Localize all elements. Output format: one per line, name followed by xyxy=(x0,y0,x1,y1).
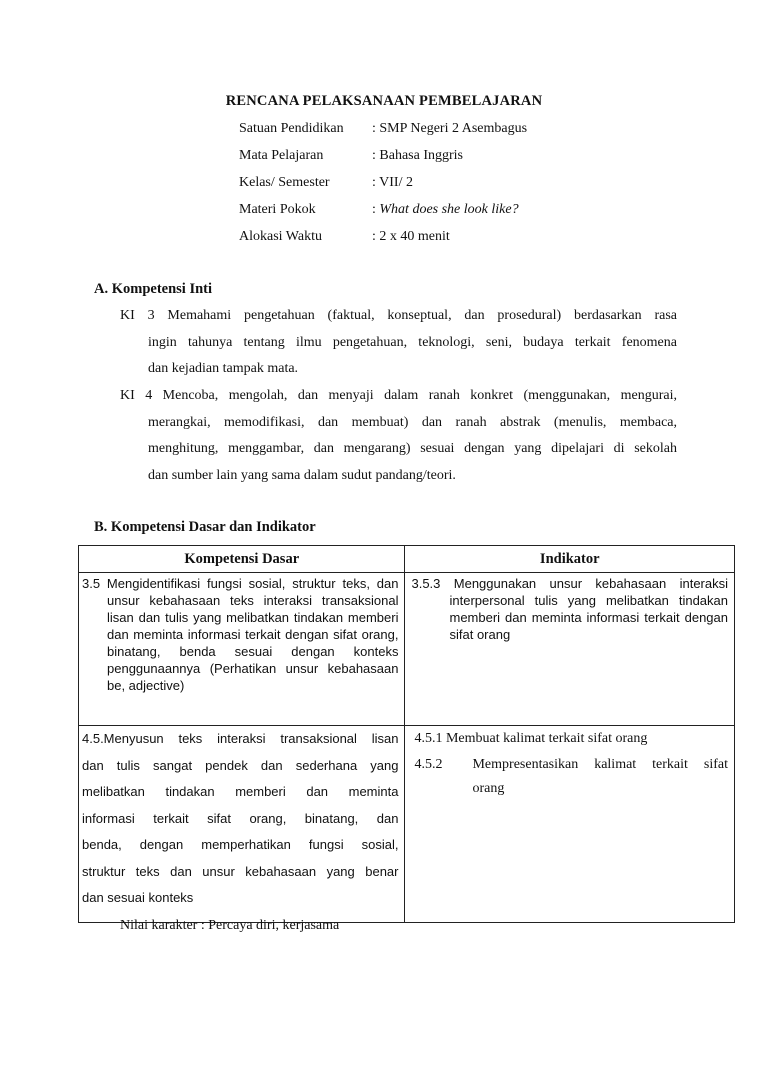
ki-4-line: menghitung, menggambar, dan mengarang) sesuai dengan yang dipelajari di sekolah xyxy=(148,441,677,456)
kd-4-5-cell xyxy=(79,726,405,923)
kd-4-5-line: benda, dengan memperhatikan fungsi sosial, xyxy=(82,837,399,852)
kd-4-5-line: struktur teks dan unsur kebahasaan yang benar xyxy=(82,863,399,879)
kd-4-5-line: 4.5.Menyusun teks interaksi transaksional lisan xyxy=(82,731,399,746)
indikator-4-5-2-continuation: orang xyxy=(472,781,505,796)
table-row xyxy=(79,573,735,726)
ki-3-line: KI 3 Memahami pengetahuan (faktual, konseptual, dan prosedural) berdasarkan rasa xyxy=(120,308,677,323)
ki-4-line: KI 4 Mencoba, mengolah, dan menyaji dalam ranah konkret (menggunakan, mengurai, xyxy=(120,388,677,403)
kd-4-5-line: dan tulis sangat pendek dan sederhana yang xyxy=(82,757,399,773)
table-header-indikator: Indikator xyxy=(405,546,735,573)
meta-label: Kelas/ Semester xyxy=(239,175,330,190)
kd-4-5-line: informasi terkait sifat orang, binatang, dan xyxy=(82,810,399,826)
meta-label: Materi Pokok xyxy=(239,202,316,217)
meta-label: Satuan Pendidikan xyxy=(239,121,344,136)
indikator-3-5-3-cell xyxy=(405,573,735,726)
meta-value: : VII/ 2 xyxy=(372,175,413,190)
kd-3-5-cell xyxy=(79,573,405,726)
ki-4-line: merangkai, memodifikasi, dan membuat) dan ranah abstrak (menulis, membaca, xyxy=(148,414,677,430)
indikator-4-5-2 xyxy=(414,752,728,778)
document-title: RENCANA PELAKSANAAN PEMBELAJARAN xyxy=(225,93,543,109)
indikator-3-5-3-text: 3.5.3 Menggunakan unsur kebahasaan interaksi interpersonal tulis yang melibatkan tindakan memberi dan meminta informasi terkait dengan sifat orang xyxy=(411,576,728,642)
ki-3-line: dan kejadian tampak mata. xyxy=(148,361,299,376)
meta-value-prefix: : xyxy=(372,202,380,217)
section-b-heading: B. Kompetensi Dasar dan Indikator xyxy=(94,519,316,535)
section-a-heading: A. Kompetensi Inti xyxy=(94,281,213,297)
ki-4-line: dan sumber lain yang sama dalam sudut pandang/teori. xyxy=(148,467,456,483)
table-header-row xyxy=(79,546,735,573)
ki-3-line: ingin tahunya tentang ilmu pengetahuan, teknologi, seni, budaya terkait fenomena xyxy=(148,334,677,350)
kd-indikator-table xyxy=(78,545,735,923)
meta-value xyxy=(372,202,519,218)
meta-label: Alokasi Waktu xyxy=(239,229,322,244)
meta-value: : Bahasa Inggris xyxy=(372,148,463,163)
meta-value: : SMP Negeri 2 Asembagus xyxy=(372,121,528,136)
table-row xyxy=(79,726,735,923)
table-header-kd: Kompetensi Dasar xyxy=(79,546,405,573)
kd-4-5-line: dan sesuai konteks xyxy=(82,890,194,905)
indikator-4-5-2-text: Mempresentasikan kalimat terkait sifat xyxy=(472,757,728,772)
kd-4-5-line: melibatkan tindakan memberi dan meminta xyxy=(82,784,399,799)
indikator-4-5-1: 4.5.1 Membuat kalimat terkait sifat orang xyxy=(414,731,648,746)
indikator-4-5-2-number: 4.5.2 xyxy=(414,757,443,772)
indikator-4-5-cell xyxy=(405,726,735,923)
ki-4-paragraph xyxy=(120,383,677,489)
meta-value: : 2 x 40 menit xyxy=(372,229,450,244)
meta-label: Mata Pelajaran xyxy=(239,148,324,163)
ki-3-paragraph xyxy=(120,303,677,383)
meta-value-italic: What does she look like? xyxy=(379,202,519,217)
kd-3-5-text: 3.5 Mengidentifikasi fungsi sosial, struktur teks, dan unsur kebahasaan teks interaksi transaksional lisan dan tulis yang melibatkan tindakan memberi dan meminta informasi terkait dengan sifat orang, binatang, benda sesuai dengan konteks penggunaannya (Perhatikan unsur kebahasaan be, adjective) xyxy=(82,576,399,693)
nilai-karakter: Nilai karakter : Percaya diri, kerjasama xyxy=(120,918,340,933)
